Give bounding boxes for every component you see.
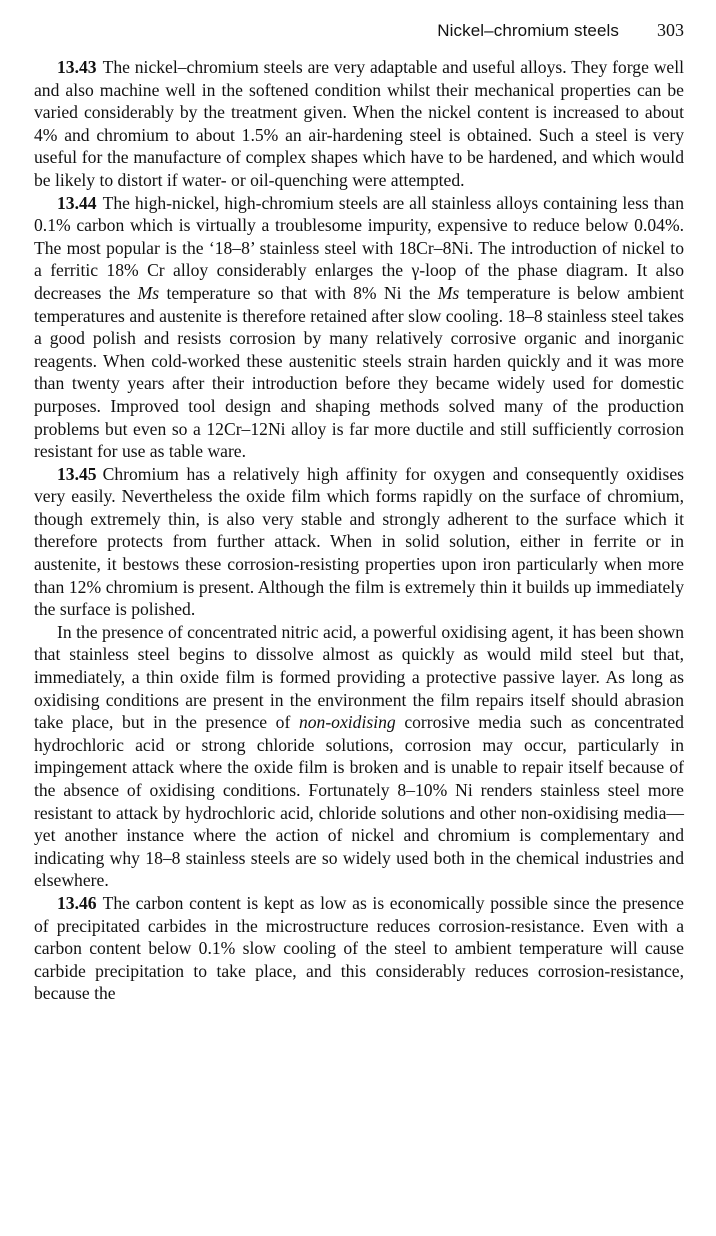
paragraph-13-45: [34, 463, 684, 621]
paragraph-text: temperature is below ambient temperatures and austenite is therefore retained after slow cooling. 18–8 stainless steel takes a good polish and resists corrosion by many relatively corrosive organic and inorganic reagents. When cold-worked these austenitic steels strain harden quickly and it was more than twenty years after their introduction before they became widely used for domestic purposes. Improved tool design and shaping methods solved many of the production problems but even so a 12Cr–12Ni alloy is far more ductile and still sufficiently corrosion resistant for use as table ware.: [34, 282, 684, 462]
emphasis-non-oxidising: non-oxidising: [298, 712, 396, 733]
paragraph-13-43: [34, 56, 684, 192]
paragraph-text: The high-nickel, high-chromium steels are all stainless alloys containing less than 0.1% carbon which is virtually a troublesome impurity, expensive to reduce below 0.04%. The most popular is the ‘18–8’ stainless steel with 18Cr–8Ni. The introduction of nickel to a ferritic 18% Cr alloy considerably enlarges the γ-loop of the phase diagram. It also decreases the: [34, 192, 684, 303]
ms-symbol: Ms: [437, 282, 460, 303]
paragraph-number: 13.46: [57, 892, 97, 913]
paragraph-13-44: [34, 192, 684, 463]
paragraph-text: The nickel–chromium steels are very adaptable and useful alloys. They forge well and also machine well in the softened condition whilst their mechanical properties can be varied considerably by the treatment given. When the nickel content is increased to about 4% and chromium to about 1.5% an air-hardening steel is obtained. Such a steel is very useful for the manufacture of complex shapes which have to be hardened, and which would be likely to distort if water- or oil-quenching were attempted.: [34, 57, 684, 190]
paragraph-text: The carbon content is kept as low as is economically possible since the presence of precipitated carbides in the microstructure reduces corrosion-resistance. Even with a carbon content below 0.1% slow cooling of the steel to ambient temperature will cause carbide precipitation to take place, and this considerably reduces corrosion-resistance, because the: [34, 892, 684, 1004]
paragraph-text: corrosive media such as concentrated hydrochloric acid or strong chloride solutions, corrosion may occur, particularly in impingement attack where the oxide film is broken and is unable to repair itself because of the absence of oxidising conditions. Fortunately 8–10% Ni renders stainless steel more resistant to attack by hydrochloric acid, chloride solutions and other non-oxidising media—yet another instance where the action of nickel and chromium is complementary and indicating why 18–8 stainless steels are so widely used both in the chemical industries and elsewhere.: [34, 712, 684, 891]
page-number: 303: [657, 20, 684, 40]
paragraph-number: 13.44: [57, 192, 97, 213]
paragraph-number: 13.45: [57, 463, 97, 484]
book-page: [34, 20, 684, 1005]
running-head: [34, 20, 684, 50]
paragraph-13-46: [34, 892, 684, 1005]
running-title: Nickel–chromium steels: [437, 21, 619, 40]
paragraph-text: Chromium has a relatively high affinity for oxygen and consequently oxidises very easily. Nevertheless the oxide film which forms rapidly on the surface of chromium, though extremely thin, is also very stable and strongly adherent to the surface which it therefore protects from further attack. When in solid solution, either in ferrite or in austenite, it bestows these corrosion-resisting properties upon iron particularly when more than 12% chromium is present. Although the film is extremely thin it builds up immediately the surface is polished.: [34, 463, 684, 620]
paragraph-text: In the presence of concentrated nitric acid, a powerful oxidising agent, it has been shown that stainless steel begins to dissolve almost as quickly as would mild steel but that, immediately, a thin oxide film is formed providing a protective passive layer. As long as oxidising conditions are present in the environment the film repairs itself should abrasion take place, but in the presence of: [34, 621, 684, 733]
paragraph-text: temperature so that with 8% Ni the: [166, 282, 431, 303]
paragraph-number: 13.43: [57, 57, 97, 77]
body-text: [34, 56, 684, 1005]
paragraph-nitric-acid: [34, 621, 684, 892]
ms-symbol: Ms: [137, 282, 160, 303]
